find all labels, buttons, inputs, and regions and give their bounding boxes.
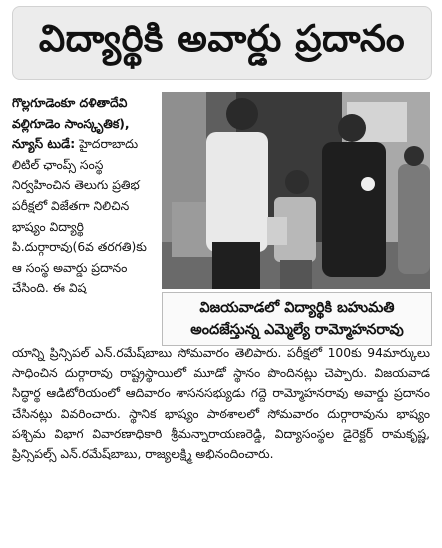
news-photo	[162, 92, 430, 289]
photo-illustration	[162, 92, 430, 289]
photo-caption	[162, 292, 432, 346]
body-paragraph: యాన్ని ప్రిన్సిపల్ ఎన్.రమేష్‌బాబు సోమవారం తెలిపారు. పరీక్షలో 100కు 94మార్కులు సాధించిన దుర్గారావు రాష్ట్రస్థాయిలో మూడో స్థానం పొందినట్లు చెప్పారు. విజయవాడ సిద్ధార్థ ఆడిటోరియంలో ఆదివారం శాసనసభ్యుడు గద్దె రామ్మోహనరావు అవార్డు ప్రదానం చేసినట్లు వివరించారు. స్థానిక భాష్యం పాఠశాలలో సోమవారం దుర్గారావును భాష్యం పశ్చిమ విభాగ వివారణాధికారి శ్రీమన్నారాయణరెడ్డి, విద్యాసంస్థల డైరెక్టర్ రామకృష్ణ, ప్రిన్సిపల్స్ ఎన్.రమేష్‌బాబు, రాజ్యలక్ష్మి అభినందించారు.	[12, 346, 430, 462]
caption-line-1: విజయవాడలో విద్యార్థికి బహుమతి	[199, 300, 395, 316]
intro-text: హైదరాబాదు లిటిల్ ఛాంప్స్ సంస్థ నిర్వహించిన తెలుగు ప్రతిభ పరీక్షలో విజేతగా నిలిచిన భాష్యం విద్యార్థి పి.దుర్గారావు(6వ తరగతి)కు ఆ సంస్థ అవార్డు ప్రదానం చేసింది. ఈ విష	[12, 137, 147, 296]
dateline: గొల్లగూడెంకూ దళితాదేవి వల్లిగూడెం సాంస్కృతిక), న్యూస్ టుడే:	[12, 96, 130, 152]
headline: విద్యార్థికి అవార్డు ప్రదానం	[12, 6, 432, 80]
caption-line-2: అందజేస్తున్న ఎమ్మెల్యే రామ్మోహనరావు	[190, 322, 404, 338]
intro-column	[12, 93, 158, 299]
article-body	[12, 343, 430, 464]
